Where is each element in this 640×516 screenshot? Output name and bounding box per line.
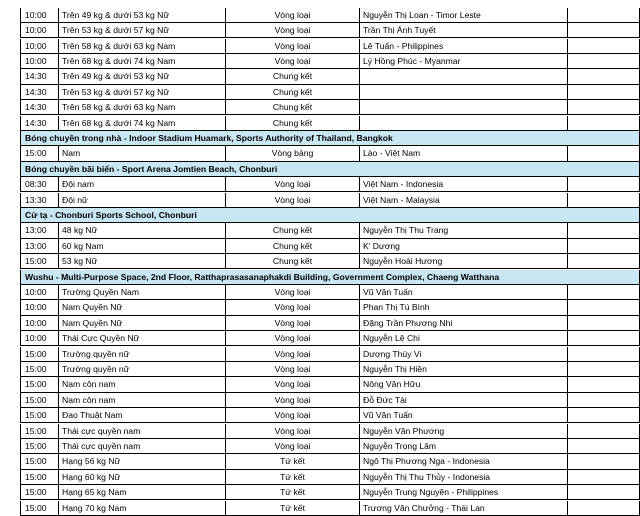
schedule-row: [20, 377, 640, 392]
event-cell: Thái Cực Quyền Nữ: [58, 331, 225, 345]
blank-cell: [567, 300, 640, 314]
blank-cell: [567, 408, 640, 422]
round-cell: Vòng loại: [225, 424, 359, 438]
event-cell: Trên 68 kg & dưới 74 kg Nam: [58, 116, 225, 130]
round-cell: Tứ kết: [225, 470, 359, 484]
time-cell: 13:30: [20, 193, 58, 207]
schedule-row: [20, 408, 640, 423]
blank-cell: [567, 254, 640, 268]
event-cell: Nam côn nam: [58, 377, 225, 391]
teams-cell: Ngô Thị Phương Nga - Indonesia: [359, 454, 567, 468]
time-cell: 14:30: [20, 69, 58, 83]
event-cell: Trường quyền nữ: [58, 362, 225, 376]
teams-cell: Trần Thị Ánh Tuyết: [359, 23, 567, 37]
time-cell: 10:00: [20, 285, 58, 299]
blank-cell: [567, 393, 640, 407]
blank-cell: [567, 69, 640, 83]
blank-cell: [567, 439, 640, 453]
section-header: Bóng chuyền bãi biển - Sport Arena Jomtien Beach, Chonburi: [20, 162, 640, 177]
blank-cell: [567, 347, 640, 361]
schedule-row: [20, 177, 640, 192]
time-cell: 10:00: [20, 8, 58, 22]
teams-cell: Nông Văn Hữu: [359, 377, 567, 391]
blank-cell: [567, 177, 640, 191]
schedule-row: [20, 54, 640, 69]
time-cell: 10:00: [20, 300, 58, 314]
schedule-row: [20, 439, 640, 454]
teams-cell: Nguyễn Thị Hiền: [359, 362, 567, 376]
schedule-row: [20, 285, 640, 300]
time-cell: 15:00: [20, 454, 58, 468]
schedule-row: [20, 239, 640, 254]
teams-cell: Dương Thúy Vi: [359, 347, 567, 361]
event-cell: Trên 53 kg & dưới 57 kg Nữ: [58, 23, 225, 37]
time-cell: 15:00: [20, 393, 58, 407]
event-cell: Hạng 60 kg Nữ: [58, 470, 225, 484]
schedule-row: [20, 362, 640, 377]
schedule-row: [20, 116, 640, 131]
round-cell: Vòng loại: [225, 408, 359, 422]
blank-cell: [567, 454, 640, 468]
round-cell: Vòng bảng: [225, 146, 359, 160]
blank-cell: [567, 239, 640, 253]
event-cell: Trên 68 kg & dưới 74 kg Nam: [58, 54, 225, 68]
teams-cell: Nguyễn Thị Thu Trang: [359, 223, 567, 237]
blank-cell: [567, 54, 640, 68]
schedule-row: [20, 146, 640, 161]
event-cell: Thái cực quyền nam: [58, 439, 225, 453]
schedule-row: [20, 470, 640, 485]
round-cell: Chung kết: [225, 254, 359, 268]
blank-cell: [567, 85, 640, 99]
event-cell: Đội nữ: [58, 193, 225, 207]
round-cell: Vòng loại: [225, 300, 359, 314]
round-cell: Vòng loại: [225, 393, 359, 407]
teams-cell: Vũ Văn Tuấn: [359, 285, 567, 299]
time-cell: 15:00: [20, 424, 58, 438]
teams-cell: Nguyễn Trung Nguyên - Philippines: [359, 485, 567, 499]
teams-cell: Việt Nam - Indonesia: [359, 177, 567, 191]
event-cell: Trên 49 kg & dưới 53 kg Nữ: [58, 8, 225, 22]
teams-cell: Việt Nam - Malaysia: [359, 193, 567, 207]
round-cell: Vòng loại: [225, 439, 359, 453]
schedule-row: [20, 347, 640, 362]
time-cell: 10:00: [20, 54, 58, 68]
time-cell: 08:30: [20, 177, 58, 191]
teams-cell: Nguyễn Thị Loan - Timor Leste: [359, 8, 567, 22]
time-cell: 15:00: [20, 377, 58, 391]
round-cell: Vòng loại: [225, 362, 359, 376]
schedule-row: [20, 8, 640, 23]
round-cell: Chung kết: [225, 223, 359, 237]
blank-cell: [567, 501, 640, 515]
blank-cell: [567, 331, 640, 345]
teams-cell: Nguyễn Hoài Hương: [359, 254, 567, 268]
event-cell: Trường quyền nữ: [58, 347, 225, 361]
time-cell: 14:30: [20, 116, 58, 130]
teams-cell: Phan Thị Tú Bình: [359, 300, 567, 314]
round-cell: Tứ kết: [225, 454, 359, 468]
blank-cell: [567, 8, 640, 22]
time-cell: 15:00: [20, 254, 58, 268]
teams-cell: [359, 85, 567, 99]
event-cell: Hạng 70 kg Nam: [58, 501, 225, 515]
event-cell: Hạng 65 kg Nam: [58, 485, 225, 499]
blank-cell: [567, 146, 640, 160]
blank-cell: [567, 377, 640, 391]
section-header: Bóng chuyền trong nhà - Indoor Stadium Huamark, Sports Authority of Thailand, Bangkok: [20, 131, 640, 146]
round-cell: Chung kết: [225, 100, 359, 114]
round-cell: Vòng loại: [225, 377, 359, 391]
blank-cell: [567, 424, 640, 438]
round-cell: Vòng loại: [225, 39, 359, 53]
blank-cell: [567, 193, 640, 207]
round-cell: Chung kết: [225, 69, 359, 83]
teams-cell: [359, 69, 567, 83]
time-cell: 13:00: [20, 223, 58, 237]
schedule-row: [20, 85, 640, 100]
round-cell: Chung kết: [225, 116, 359, 130]
event-cell: Hạng 56 kg Nữ: [58, 454, 225, 468]
teams-cell: [359, 100, 567, 114]
round-cell: Vòng loại: [225, 177, 359, 191]
event-cell: Nam Quyền Nữ: [58, 300, 225, 314]
event-cell: Trên 49 kg & dưới 53 kg Nữ: [58, 69, 225, 83]
schedule-row: [20, 501, 640, 516]
teams-cell: Nguyễn Văn Phương: [359, 424, 567, 438]
schedule-row: [20, 393, 640, 408]
schedule-row: [20, 254, 640, 269]
time-cell: 15:00: [20, 408, 58, 422]
time-cell: 13:00: [20, 239, 58, 253]
event-cell: Trên 53 kg & dưới 57 kg Nữ: [58, 85, 225, 99]
round-cell: Vòng loại: [225, 347, 359, 361]
teams-cell: Lê Tuấn - Philippines: [359, 39, 567, 53]
round-cell: Vòng loại: [225, 316, 359, 330]
blank-cell: [567, 223, 640, 237]
event-cell: 60 kg Nam: [58, 239, 225, 253]
round-cell: Vòng loại: [225, 331, 359, 345]
time-cell: 10:00: [20, 23, 58, 37]
time-cell: 15:00: [20, 485, 58, 499]
event-cell: Trên 58 kg & dưới 63 kg Nam: [58, 100, 225, 114]
round-cell: Vòng loại: [225, 54, 359, 68]
schedule-row: [20, 69, 640, 84]
schedule-row: [20, 424, 640, 439]
blank-cell: [567, 485, 640, 499]
teams-cell: [359, 116, 567, 130]
round-cell: Vòng loại: [225, 8, 359, 22]
round-cell: Vòng loại: [225, 193, 359, 207]
event-cell: Trường Quyền Nam: [58, 285, 225, 299]
blank-cell: [567, 316, 640, 330]
time-cell: 15:00: [20, 470, 58, 484]
teams-cell: Lào - Việt Nam: [359, 146, 567, 160]
event-cell: 48 kg Nữ: [58, 223, 225, 237]
event-cell: Nam côn nam: [58, 393, 225, 407]
blank-cell: [567, 116, 640, 130]
time-cell: 10:00: [20, 316, 58, 330]
teams-cell: Nguyễn Trọng Lâm: [359, 439, 567, 453]
schedule-row: [20, 316, 640, 331]
event-cell: Đao Thuật Nam: [58, 408, 225, 422]
teams-cell: Trương Văn Chưởng - Thái Lan: [359, 501, 567, 515]
blank-cell: [567, 470, 640, 484]
schedule-row: [20, 100, 640, 115]
blank-cell: [567, 362, 640, 376]
teams-cell: Đỗ Đức Tài: [359, 393, 567, 407]
blank-cell: [567, 285, 640, 299]
teams-cell: Nguyễn Lệ Chi: [359, 331, 567, 345]
round-cell: Tứ kết: [225, 485, 359, 499]
teams-cell: K' Dương: [359, 239, 567, 253]
round-cell: Chung kết: [225, 239, 359, 253]
schedule-row: [20, 223, 640, 238]
time-cell: 15:00: [20, 362, 58, 376]
schedule-row: [20, 454, 640, 469]
time-cell: 10:00: [20, 331, 58, 345]
time-cell: 15:00: [20, 347, 58, 361]
event-cell: Nam: [58, 146, 225, 160]
time-cell: 15:00: [20, 501, 58, 515]
blank-cell: [567, 23, 640, 37]
schedule-row: [20, 23, 640, 38]
teams-cell: Nguyễn Thị Thu Thủy - Indonesia: [359, 470, 567, 484]
time-cell: 15:00: [20, 439, 58, 453]
schedule-row: [20, 300, 640, 315]
time-cell: 14:30: [20, 100, 58, 114]
schedule-row: [20, 331, 640, 346]
teams-cell: Vũ Văn Tuấn: [359, 408, 567, 422]
event-cell: Nam Quyền Nữ: [58, 316, 225, 330]
schedule-row: [20, 193, 640, 208]
teams-cell: Lý Hồng Phúc - Myanmar: [359, 54, 567, 68]
section-header: Cử tạ - Chonburi Sports School, Chonburi: [20, 208, 640, 223]
event-cell: 53 kg Nữ: [58, 254, 225, 268]
blank-cell: [567, 100, 640, 114]
event-cell: Đội nam: [58, 177, 225, 191]
blank-cell: [567, 39, 640, 53]
time-cell: 15:00: [20, 146, 58, 160]
time-cell: 10:00: [20, 39, 58, 53]
round-cell: Vòng loại: [225, 23, 359, 37]
round-cell: Tứ kết: [225, 501, 359, 515]
event-cell: Thái cực quyền nam: [58, 424, 225, 438]
round-cell: Vòng loại: [225, 285, 359, 299]
schedule-row: [20, 485, 640, 500]
teams-cell: Đặng Trần Phương Nhi: [359, 316, 567, 330]
schedule-row: [20, 39, 640, 54]
time-cell: 14:30: [20, 85, 58, 99]
section-header: Wushu - Multi-Purpose Space, 2nd Floor, Ratthaprasasanaphakdi Building, Government Complex, Chaeng Watthana: [20, 270, 640, 285]
event-cell: Trên 58 kg & dưới 63 kg Nam: [58, 39, 225, 53]
round-cell: Chung kết: [225, 85, 359, 99]
